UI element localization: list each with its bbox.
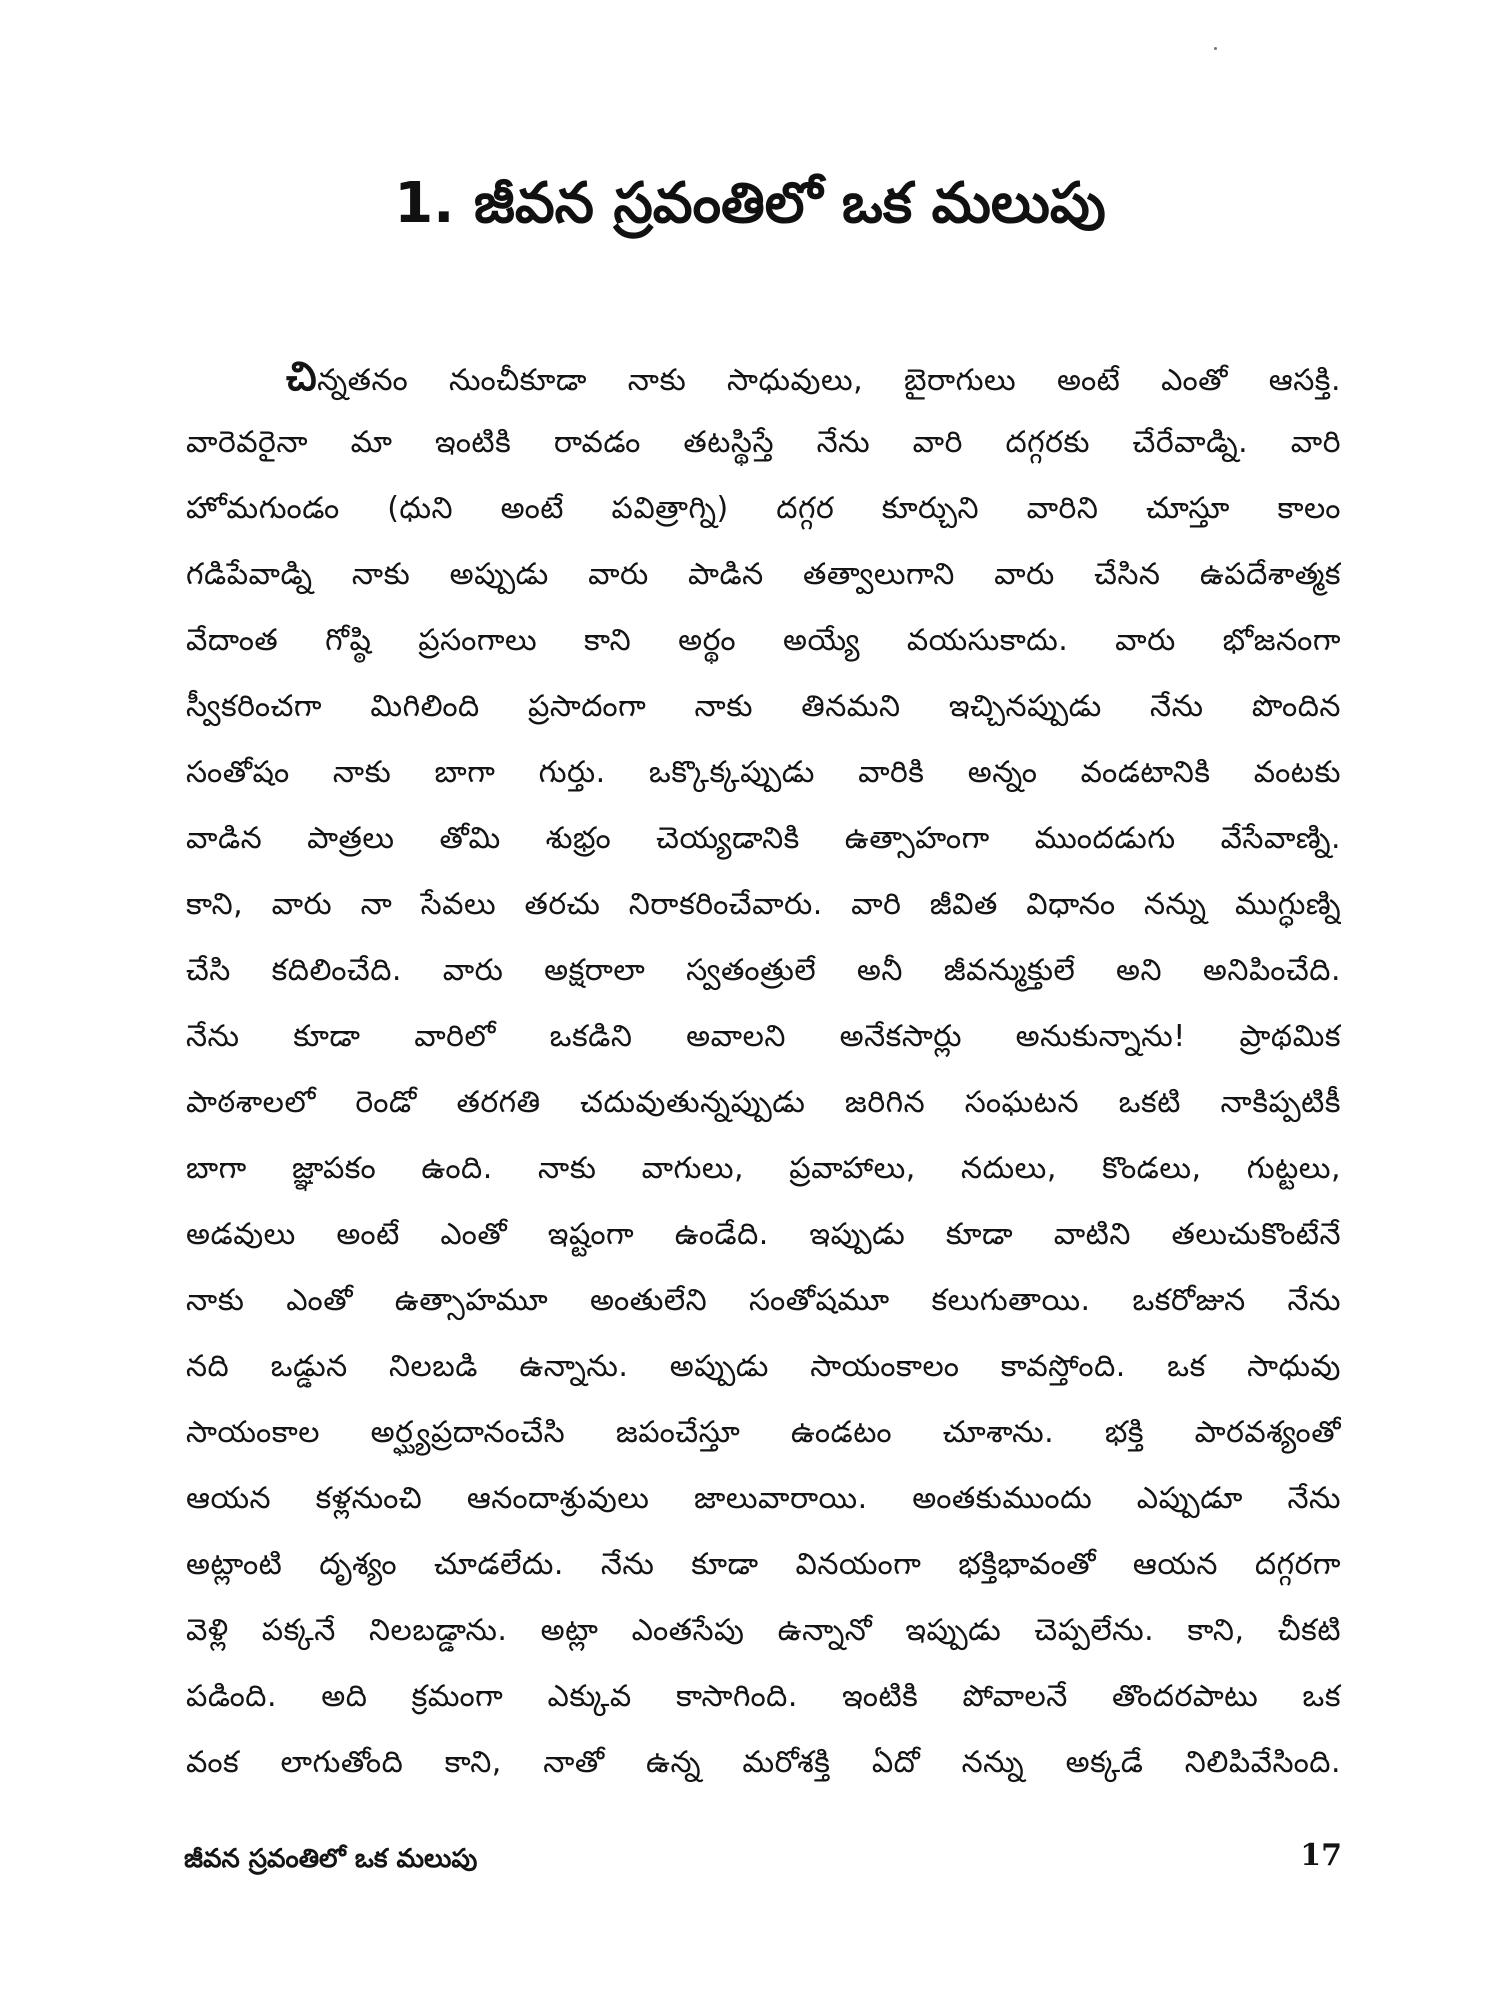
line-text: న్నతనం నుంచీకూడా నాకు సాధువులు, బైరాగులు అంటే ఎంతో ఆసక్తి. xyxy=(317,363,1341,398)
paragraph-line: సంతోషం నాకు బాగా గుర్తు. ఒక్కొక్కప్పుడు వారికి అన్నం వండటానికి వంటకు xyxy=(186,755,1341,790)
paragraph-line: వేదాంత గోష్ఠి ప్రసంగాలు కాని అర్థం అయ్యే వయసుకాదు. వారు భోజనంగా xyxy=(186,623,1341,658)
paragraph-line: అట్లాంటి దృశ్యం చూడలేదు. నేను కూడా వినయంగా భక్తిభావంతో ఆయన దగ్గరగా xyxy=(186,1547,1341,1582)
paragraph-line: చేసి కదిలించేది. వారు అక్షరాలా స్వతంత్రులే అనీ జీవన్ముక్తులే అని అనిపించేది. xyxy=(186,953,1341,988)
paragraph-line: నాకు ఎంతో ఉత్సాహమూ అంతులేని సంతోషమూ కలుగుతాయి. ఒకరోజున నేను xyxy=(186,1283,1341,1318)
page-number: 17 xyxy=(1300,1838,1342,1873)
paragraph-line: వాడిన పాత్రలు తోమి శుభ్రం చెయ్యడానికి ఉత్సాహంగా ముందడుగు వేసేవాణ్ని. xyxy=(186,821,1341,856)
paragraph-line: బాగా జ్ఞాపకం ఉంది. నాకు వాగులు, ప్రవాహాలు, నదులు, కొండలు, గుట్టలు, xyxy=(186,1151,1341,1186)
paragraph-line xyxy=(186,344,1341,410)
body-text xyxy=(186,344,1341,1796)
chapter-title: 1. జీవన స్రవంతిలో ఒక మలుపు xyxy=(394,171,1106,236)
paragraph-line: వారెవరైనా మా ఇంటికి రావడం తటస్థిస్తే నేను వారి దగ్గరకు చేరేవాడ్ని. వారి xyxy=(186,425,1341,460)
paragraph-line: కాని, వారు నా సేవలు తరచు నిరాకరించేవారు. వారి జీవిత విధానం నన్ను ముగ్ధుణ్ని xyxy=(186,887,1341,922)
paragraph-line: స్వీకరించగా మిగిలింది ప్రసాదంగా నాకు తినమని ఇచ్చినప్పుడు నేను పొందిన xyxy=(186,689,1341,724)
paragraph-line: పాఠశాలలో రెండో తరగతి చదువుతున్నప్పుడు జరిగిన సంఘటన ఒకటి నాకిప్పటికీ xyxy=(186,1085,1341,1120)
paragraph-line: గడిపేవాడ్ని నాకు అప్పుడు వారు పాడిన తత్వాలుగాని వారు చేసిన ఉపదేశాత్మక xyxy=(186,557,1341,592)
paragraph-line: ఆయన కళ్లనుంచి ఆనందాశ్రువులు జాలువారాయి. అంతకుముందు ఎప్పుడూ నేను xyxy=(186,1481,1341,1516)
paragraph-line: నేను కూడా వారిలో ఒకడిని అవాలని అనేకసార్లు అనుకున్నాను! ప్రాథమిక xyxy=(186,1019,1341,1054)
paragraph-line: అడవులు అంటే ఎంతో ఇష్టంగా ఉండేది. ఇప్పుడు కూడా వాటిని తలుచుకొంటేనే xyxy=(186,1217,1341,1252)
paragraph-line: పడింది. అది క్రమంగా ఎక్కువ కాసాగింది. ఇంటికి పోవాలనే తొందరపాటు ఒక xyxy=(186,1679,1341,1714)
running-footer-title: జీవన స్రవంతిలో ఒక మలుపు xyxy=(184,1844,478,1874)
paragraph-line: నది ఒడ్డున నిలబడి ఉన్నాను. అప్పుడు సాయంకాలం కావస్తోంది. ఒక సాధువు xyxy=(186,1349,1341,1384)
paragraph-line: సాయంకాల అర్ఘ్యప్రదానంచేసి జపంచేస్తూ ఉండటం చూశాను. భక్తి పారవశ్యంతో xyxy=(186,1415,1341,1450)
paragraph-line: హోమగుండం (ధుని అంటే పవిత్రాగ్ని) దగ్గర కూర్చుని వారిని చూస్తూ కాలం xyxy=(186,491,1341,526)
paragraph-line: వంక లాగుతోంది కాని, నాతో ఉన్న మరోశక్తి ఏదో నన్ను అక్కడే నిలిపివేసింది. xyxy=(186,1745,1341,1780)
scan-speck xyxy=(1214,47,1217,50)
dropcap: చి xyxy=(286,354,318,400)
paragraph-line: వెళ్లి పక్కనే నిలబడ్డాను. అట్లా ఎంతసేపు ఉన్నానో ఇప్పుడు చెప్పలేను. కాని, చీకటి xyxy=(186,1613,1341,1648)
